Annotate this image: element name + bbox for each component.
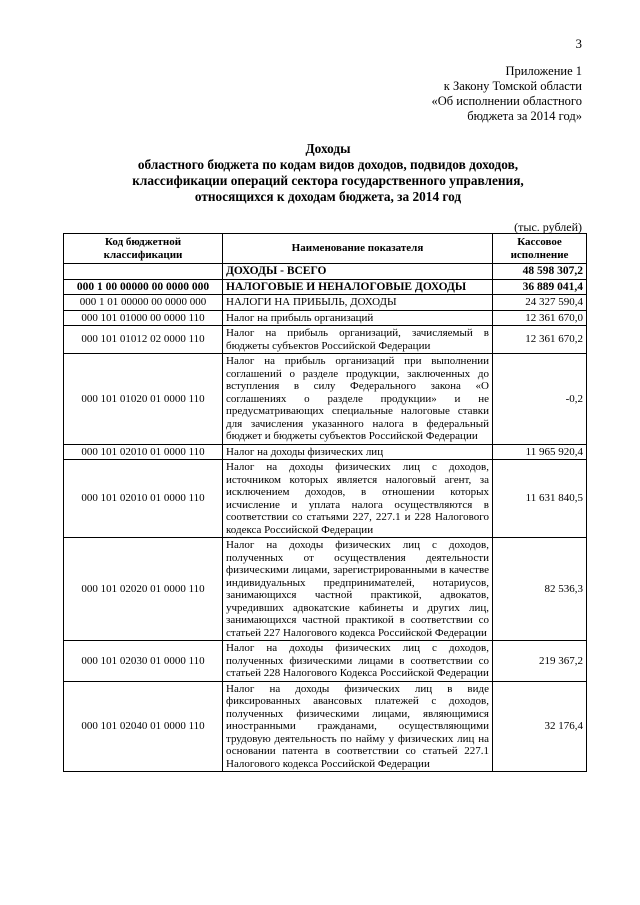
- table-row: [64, 264, 587, 280]
- page-number: 3: [575, 36, 582, 51]
- table-row: [64, 279, 587, 295]
- appendix-header: [322, 64, 582, 124]
- table-row: [64, 444, 587, 460]
- appendix-line: Приложение 1: [505, 64, 582, 78]
- row-code: 000 101 02030 01 0000 110: [64, 641, 223, 682]
- row-code: 000 101 02010 01 0000 110: [64, 444, 223, 460]
- row-code: [64, 264, 223, 280]
- table-row: [64, 681, 587, 772]
- table-row: [64, 295, 587, 311]
- title-line: классификации операций сектора государственного управления,: [132, 173, 524, 188]
- row-value: 82 536,3: [493, 538, 587, 641]
- row-code: 000 101 02020 01 0000 110: [64, 538, 223, 641]
- table-header-row: [64, 234, 587, 264]
- row-value: 11 965 920,4: [493, 444, 587, 460]
- row-code: 000 101 02040 01 0000 110: [64, 681, 223, 772]
- row-value: 36 889 041,4: [493, 279, 587, 295]
- row-code: 000 1 01 00000 00 0000 000: [64, 295, 223, 311]
- units-label: (тыс. рублей): [514, 220, 582, 234]
- row-code: 000 101 02010 01 0000 110: [64, 460, 223, 538]
- row-code: 000 101 01020 01 0000 110: [64, 354, 223, 445]
- row-value: 11 631 840,5: [493, 460, 587, 538]
- row-name: НАЛОГИ НА ПРИБЫЛЬ, ДОХОДЫ: [223, 295, 493, 311]
- row-value: 12 361 670,0: [493, 310, 587, 326]
- row-name: Налог на прибыль организаций, зачисляемый в бюджеты субъектов Российской Федерации: [223, 326, 493, 354]
- title-line: областного бюджета по кодам видов доходов, подвидов доходов,: [137, 157, 519, 172]
- table-row: [64, 538, 587, 641]
- table-row: [64, 326, 587, 354]
- row-value: 12 361 670,2: [493, 326, 587, 354]
- appendix-line: к Закону Томской области: [443, 79, 582, 93]
- table-row: [64, 641, 587, 682]
- table-row: [64, 460, 587, 538]
- header-value: Кассовое исполнение: [493, 234, 587, 264]
- row-name: ДОХОДЫ - ВСЕГО: [223, 264, 493, 280]
- title-line: Доходы: [305, 141, 351, 156]
- header-code: Код бюджетной классификации: [64, 234, 223, 264]
- row-code: 000 1 00 00000 00 0000 000: [64, 279, 223, 295]
- table-row: [64, 354, 587, 445]
- document-title: [60, 141, 596, 205]
- row-value: 219 367,2: [493, 641, 587, 682]
- row-name: Налог на доходы физических лиц с доходов, полученных от осуществления деятельности физическими лицами, зарегистрированными в качестве индивидуальных предпринимателей, нотариусов, занимающихся частной практикой, адвокатов, учредивших адвокатские кабинеты и других лиц, занимающихся частной практикой в соответствии со статьей 227 Налогового кодекса Российской Федерации: [223, 538, 493, 641]
- table-row: [64, 310, 587, 326]
- title-line: относящихся к доходам бюджета, за 2014 год: [194, 189, 462, 204]
- revenue-table: [63, 233, 587, 772]
- row-code: 000 101 01012 02 0000 110: [64, 326, 223, 354]
- appendix-line: бюджета за 2014 год»: [467, 109, 582, 123]
- row-name: Налог на доходы физических лиц с доходов, источником которых является налоговый агент, за исключением доходов, в отношении которых исчисление и уплата налога осуществляются в соответствии со статьями 227, 227.1 и 228 Налогового кодекса Российской Федерации: [223, 460, 493, 538]
- row-value: 32 176,4: [493, 681, 587, 772]
- appendix-line: «Об исполнении областного: [431, 94, 582, 108]
- header-name: Наименование показателя: [223, 234, 493, 264]
- row-name: Налог на прибыль организаций: [223, 310, 493, 326]
- row-value: 24 327 590,4: [493, 295, 587, 311]
- row-code: 000 101 01000 00 0000 110: [64, 310, 223, 326]
- row-name: Налог на доходы физических лиц: [223, 444, 493, 460]
- row-value: -0,2: [493, 354, 587, 445]
- row-name: Налог на доходы физических лиц в виде фиксированных авансовых платежей с доходов, полученных физическими лицами, являющимися иностранными гражданами, осуществляющими трудовую деятельность по найму у физических лиц на основании патента в соответствии со статьей 227.1 Налогового кодекса Российской Федерации: [223, 681, 493, 772]
- row-value: 48 598 307,2: [493, 264, 587, 280]
- row-name: Налог на доходы физических лиц с доходов, полученных физическими лицами в соответствии со статьей 228 Налогового Кодекса Российской Федерации: [223, 641, 493, 682]
- row-name: Налог на прибыль организаций при выполнении соглашений о разделе продукции, заключенных до вступления в силу Федерального закона «О соглашениях о разделе продукции» и не предусматривающих специальные налоговые ставки для зачисления указанного налога в федеральный бюджет и бюджеты субъектов Российской Федерации: [223, 354, 493, 445]
- row-name: НАЛОГОВЫЕ И НЕНАЛОГОВЫЕ ДОХОДЫ: [223, 279, 493, 295]
